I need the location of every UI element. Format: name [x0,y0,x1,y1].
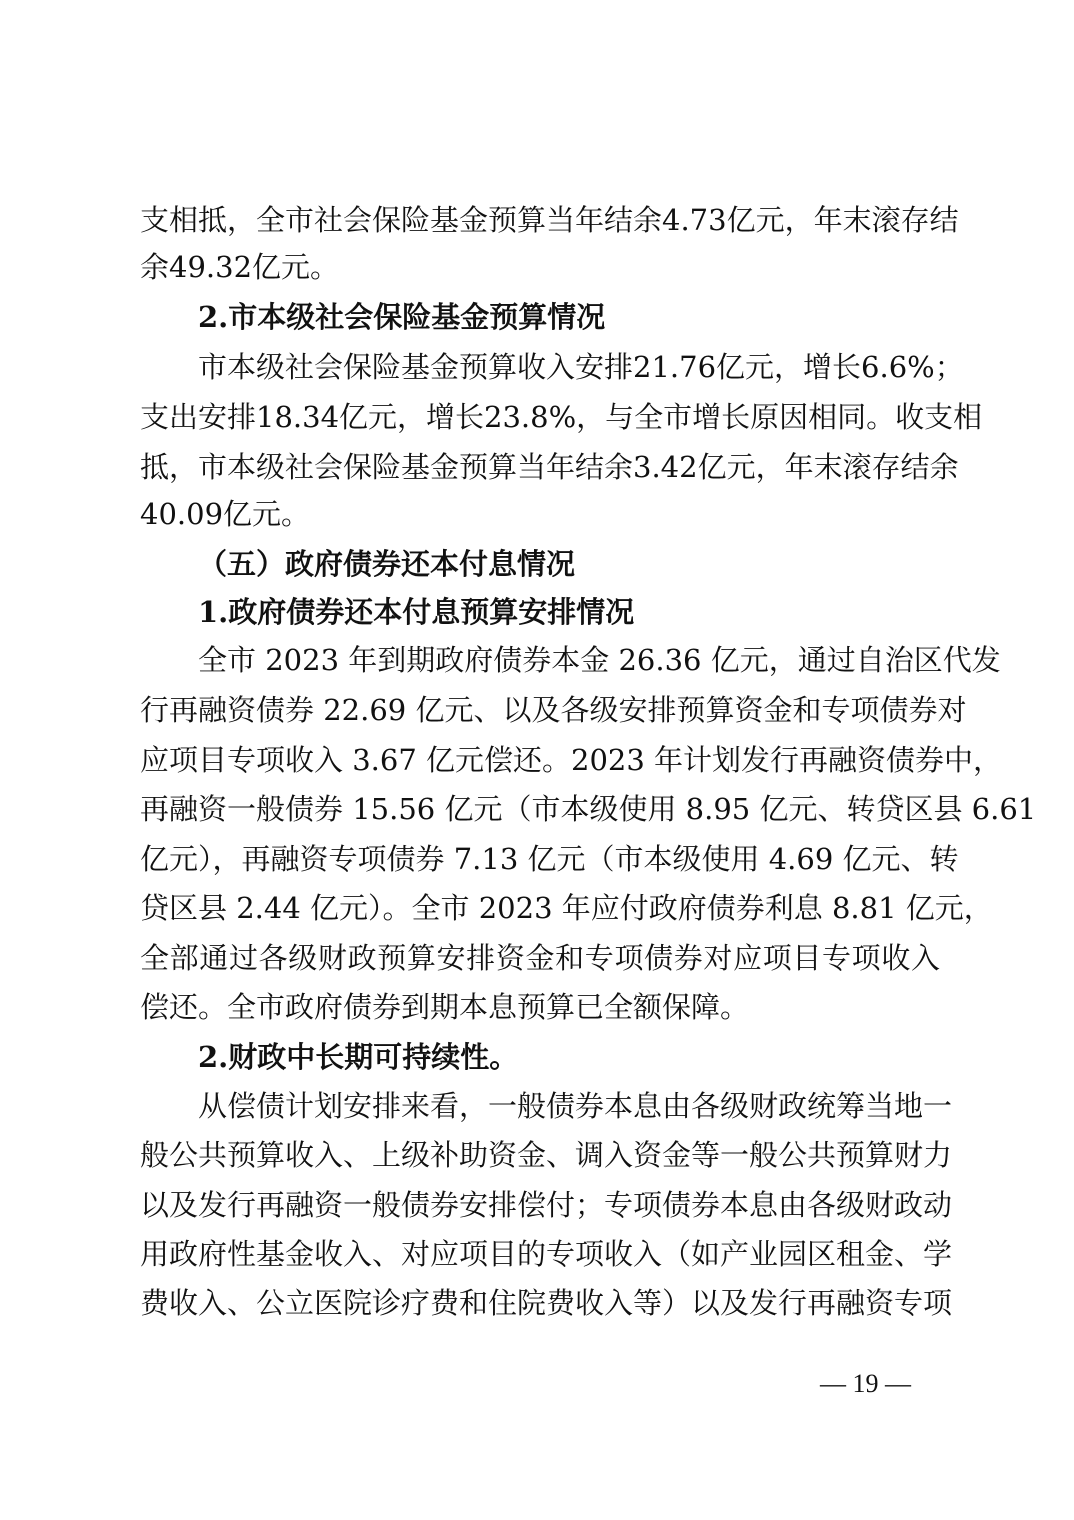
paragraph-line: 全市 2023 年到期政府债券本金 26.36 亿元，通过自治区代发 [198,643,1001,677]
paragraph-line: 全部通过各级财政预算安排资金和专项债券对应项目专项收入 [140,941,940,975]
page-number: — 19 — [820,1369,911,1398]
paragraph-line: 余49.32亿元。 [140,250,340,284]
paragraph-line: 支出安排18.34亿元，增长23.8%，与全市增长原因相同。收支相 [140,400,983,434]
paragraph-line: 亿元），再融资专项债券 7.13 亿元（市本级使用 4.69 亿元、转 [140,842,959,876]
paragraph-line: 用政府性基金收入、对应项目的专项收入（如产业园区租金、学 [140,1237,953,1271]
paragraph-line: 行再融资债券 22.69 亿元、以及各级安排预算资金和专项债券对 [140,693,967,727]
paragraph-line: 40.09亿元。 [140,497,311,531]
section-heading: 1.政府债券还本付息预算安排情况 [198,595,635,629]
section-heading: （五）政府债券还本付息情况 [198,547,576,581]
paragraph-line: 从偿债计划安排来看，一般债券本息由各级财政统筹当地一 [198,1089,953,1123]
paragraph-line: 应项目专项收入 3.67 亿元偿还。2023 年计划发行再融资债券中， [140,743,1003,777]
paragraph-line: 市本级社会保险基金预算收入安排21.76亿元，增长6.6%； [198,350,964,384]
paragraph-line: 支相抵，全市社会保险基金预算当年结余4.73亿元，年末滚存结 [140,203,959,237]
section-heading: 2.市本级社会保险基金预算情况 [198,300,606,334]
paragraph-line: 费收入、公立医院诊疗费和住院费收入等）以及发行再融资专项 [140,1286,953,1320]
paragraph-line: 再融资一般债券 15.56 亿元（市本级使用 8.95 亿元、转贷区县 6.61 [140,792,1037,826]
paragraph-line: 以及发行再融资一般债券安排偿付；专项债券本息由各级财政动 [140,1188,953,1222]
paragraph-line: 贷区县 2.44 亿元）。全市 2023 年应付政府债券利息 8.81 亿元， [140,891,993,925]
paragraph-line: 抵，市本级社会保险基金预算当年结余3.42亿元，年末滚存结余 [140,450,959,484]
section-heading: 2.财政中长期可持续性。 [198,1040,519,1074]
paragraph-line: 偿还。全市政府债券到期本息预算已全额保障。 [140,990,750,1024]
paragraph-line: 般公共预算收入、上级补助资金、调入资金等一般公共预算财力 [140,1138,953,1172]
